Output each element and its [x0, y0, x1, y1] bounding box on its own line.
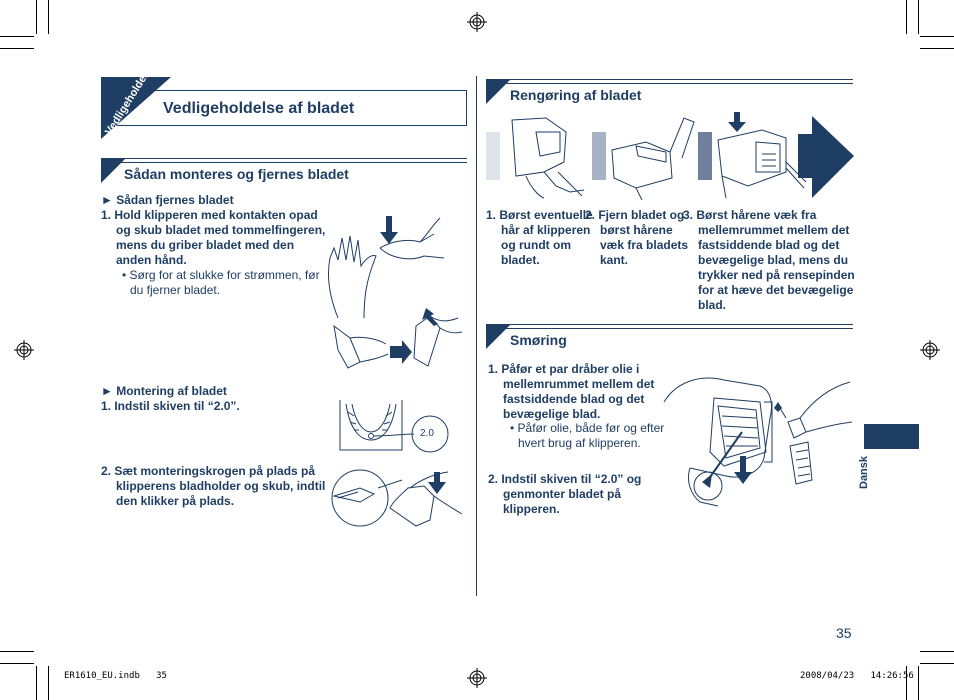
crop-mark — [906, 0, 907, 34]
remove-note: • Sørg for at slukke for strømmen, før du fjerner bladet. — [122, 268, 320, 297]
crop-mark — [0, 36, 34, 37]
mount-step-1: 1. Indstil skiven til “2.0”. — [101, 399, 240, 413]
crop-mark — [48, 666, 49, 700]
crop-mark — [920, 36, 954, 37]
cleaning-step-1: 1. Børst eventuelle hår af klipperen og rundt om bladet. — [486, 208, 593, 267]
blade-removal-steps-illustration — [330, 308, 465, 370]
oiling-step-1: 1. Påfør et par dråber olie i mellemrummet mellem det fastsiddende blad og det bevægelige blad. — [488, 362, 655, 421]
registration-mark-icon — [920, 340, 940, 360]
page-number: 35 — [836, 625, 852, 641]
section-title: Rengøring af bladet — [510, 87, 642, 103]
page-title: Vedligeholdelse af bladet — [163, 100, 355, 117]
section-rule — [486, 328, 853, 329]
section-rule — [486, 83, 853, 84]
mount-heading: ► Montering af bladet — [101, 384, 227, 398]
section-triangle — [486, 324, 511, 349]
section-rule — [101, 158, 467, 159]
crop-mark — [0, 48, 34, 49]
registration-mark-icon — [467, 668, 487, 688]
dial-illustration — [338, 400, 456, 458]
section-title: Smøring — [510, 332, 567, 348]
vertical-tab-label: Vedligeholdelse — [103, 60, 158, 138]
crop-mark — [48, 0, 49, 34]
oiling-illustration — [660, 362, 854, 510]
mounting-hook-illustration — [330, 466, 464, 528]
crop-mark — [920, 663, 954, 664]
cleaning-step-2: 2. Fjern bladet og børst hårene væk fra bladets kant. — [585, 208, 689, 267]
registration-mark-icon — [467, 12, 487, 32]
crop-mark — [36, 666, 37, 700]
crop-mark — [0, 651, 34, 652]
oiling-step-2: 2. Indstil skiven til “2.0” og genmonter bladet på klipperen. — [488, 472, 642, 516]
language-tab-block — [864, 424, 919, 449]
crop-mark — [0, 663, 34, 664]
cleaning-step-3: 3. Børst hårene væk fra mellemrummet mellem det fastsiddende blad og det bevægelige blad, mens du trykker ned på rensepinden for at hæve det bevægelige blad. — [683, 208, 855, 312]
remove-heading: ► Sådan fjernes bladet — [101, 193, 234, 207]
section-rule — [101, 162, 467, 163]
remove-step-1: 1. Hold klipperen med kontakten opad og skub bladet med tommelfingeren, mens du griber bladet med den anden hånd. — [101, 208, 326, 267]
section-triangle — [486, 79, 511, 104]
footer-timestamp: 2008/04/23 14:26:56 — [800, 671, 914, 681]
crop-mark — [36, 0, 37, 34]
cleaning-steps-illustration — [486, 112, 854, 202]
oiling-note: • Påfør olie, både før og efter hvert brug af klipperen. — [510, 421, 665, 450]
section-rule — [486, 324, 853, 325]
crop-mark — [920, 48, 954, 49]
section-title: Sådan monteres og fjernes bladet — [124, 166, 349, 182]
mount-step-2: 2. Sæt monteringskrogen på plads på klipperens bladholder og skub, indtil den klikker på plads. — [101, 464, 326, 508]
footer-file-info: ER1610_EU.indb 35 — [64, 671, 167, 681]
section-rule — [486, 79, 853, 80]
crop-mark — [918, 0, 919, 34]
crop-mark — [920, 651, 954, 652]
dial-setting-label: 2.0 — [420, 428, 434, 439]
language-label: Dansk — [858, 455, 870, 489]
registration-mark-icon — [14, 340, 34, 360]
crop-mark — [918, 666, 919, 700]
hand-holding-clipper-illustration — [320, 208, 450, 320]
section-triangle — [101, 158, 126, 183]
column-divider — [476, 76, 477, 596]
